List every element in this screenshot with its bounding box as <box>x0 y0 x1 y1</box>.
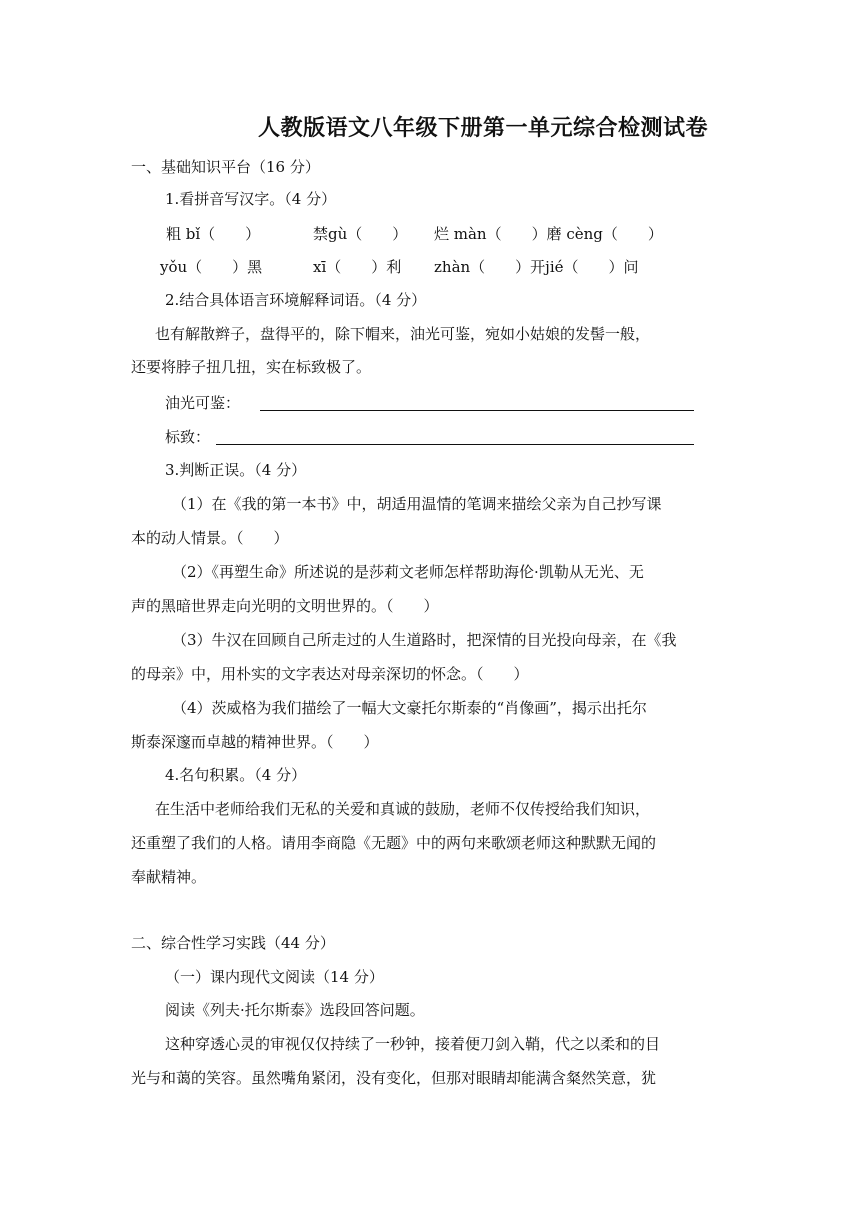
pinyin-item: yǒu（ ）黑 <box>160 258 263 276</box>
q3-prompt: 3.判断正误。（4 分） <box>165 461 307 479</box>
q4-line: 奉献精神。 <box>131 868 207 886</box>
q3-item-line: （2）《再塑生命》所述说的是莎莉文老师怎样帮助海伦·凯勒从无光、无 <box>172 563 644 581</box>
q2-passage-line: 还要将脖子扭几扭，实在标致极了。 <box>131 358 372 376</box>
pinyin-item: xī（ ）利 <box>313 258 402 276</box>
pinyin-item: 烂 màn（ ）磨 cèng（ ） <box>434 225 663 243</box>
term-label: 标致： <box>165 428 211 446</box>
section1-heading: 一、基础知识平台（16 分） <box>131 158 320 176</box>
q3-item-line: 的母亲》中，用朴实的文字表达对母亲深切的怀念。（ ） <box>131 665 529 683</box>
q3-item-line: （4）茨威格为我们描绘了一幅大文豪托尔斯泰的“肖像画”，揭示出托尔 <box>172 699 647 717</box>
q3-item-line: 斯泰深邃而卓越的精神世界。（ ） <box>131 733 379 751</box>
answer-line[interactable] <box>260 410 694 411</box>
q3-item-line: （1）在《我的第一本书》中，胡适用温情的笔调来描绘父亲为自己抄写课 <box>172 495 662 513</box>
answer-line[interactable] <box>216 444 694 445</box>
q4-line: 还重塑了我们的人格。请用李商隐《无题》中的两句来歌颂老师这种默默无闻的 <box>131 834 657 852</box>
exam-title: 人教版语文八年级下册第一单元综合检测试卷 <box>258 115 709 141</box>
q2-passage-line: 也有解散辫子，盘得平的，除下帽来，油光可鉴，宛如小姑娘的发髻一般， <box>155 325 651 343</box>
reading-instruction: 阅读《列夫·托尔斯泰》选段回答问题。 <box>165 1001 425 1019</box>
section2-heading: 二、综合性学习实践（44 分） <box>131 934 335 952</box>
reading-passage-line: 这种穿透心灵的审视仅仅持续了一秒钟，接着便刀剑入鞘，代之以柔和的目 <box>165 1035 661 1053</box>
q3-item-line: 声的黑暗世界走向光明的文明世界的。（ ） <box>131 597 439 615</box>
q3-item-line: （3）牛汉在回顾自己所走过的人生道路时，把深情的目光投向母亲，在《我 <box>172 631 677 649</box>
term-label: 油光可鉴： <box>165 394 241 412</box>
q3-item-line: 本的动人情景。（ ） <box>131 529 289 547</box>
reading-passage-line: 光与和蔼的笑容。虽然嘴角紧闭，没有变化，但那对眼睛却能满含粲然笑意，犹 <box>131 1069 657 1087</box>
q2-prompt: 2.结合具体语言环境解释词语。（4 分） <box>165 291 427 309</box>
section2-sub-heading: （一）课内现代文阅读（14 分） <box>165 968 384 986</box>
q1-prompt: 1.看拼音写汉字。（4 分） <box>165 190 337 208</box>
pinyin-item: 粗 bǐ（ ） <box>166 225 261 243</box>
q4-line: 在生活中老师给我们无私的关爱和真诚的鼓励，老师不仅传授给我们知识， <box>155 800 651 818</box>
pinyin-item: 禁gù（ ） <box>313 225 408 243</box>
pinyin-item: zhàn（ ）开jié（ ）问 <box>434 258 639 276</box>
q4-prompt: 4.名句积累。（4 分） <box>165 766 307 784</box>
